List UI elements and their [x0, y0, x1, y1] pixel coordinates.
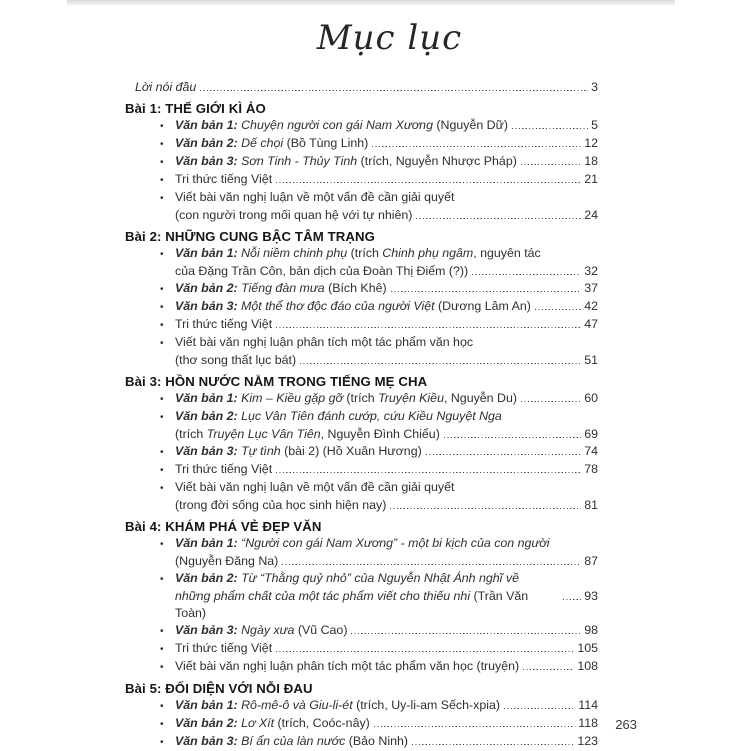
text-segment: Văn bản 3: — [175, 154, 238, 168]
text-segment: Một thể thơ độc đáo của người Việt — [237, 299, 438, 313]
bullet-icon: • — [160, 737, 164, 748]
text-segment: Từ “Thằng quỷ nhỏ” của Nguyễn Nhật Ánh nghĩ về — [237, 571, 519, 585]
section-header: Bài 1: THẾ GIỚI KÌ ẢO — [125, 101, 266, 116]
entry-text — [175, 622, 347, 639]
entry-text — [175, 588, 559, 622]
page-number: 123 — [577, 734, 598, 748]
dot-leader — [276, 327, 581, 328]
text-segment: (trích — [346, 391, 379, 405]
entry-text — [175, 207, 412, 224]
page-number: 108 — [577, 659, 598, 673]
page-number: 24 — [584, 208, 598, 222]
text-segment: Tri thức tiếng Việt — [175, 641, 273, 655]
text-segment: (trích, Uy-li-am Sếch-xpia) — [356, 698, 500, 712]
entry-text — [175, 715, 370, 732]
text-segment: Viết bài văn nghị luận phân tích một tác phẩm văn học (truyện) — [175, 659, 520, 673]
bullet-icon: • — [160, 719, 164, 730]
text-segment: (trích, Coóc-nây) — [277, 716, 370, 730]
toc — [125, 79, 598, 751]
toc-item-line — [125, 207, 598, 224]
text-segment: (Nguyễn Dữ) — [436, 118, 509, 132]
entry-text — [175, 298, 531, 315]
text-segment: Lơ Xít — [237, 716, 278, 730]
toc-item-line — [125, 298, 598, 316]
toc-item-line — [125, 697, 598, 715]
bullet-icon: • — [160, 302, 164, 313]
dot-leader — [504, 708, 575, 709]
entry-text — [175, 334, 473, 351]
text-segment: Viết bài văn nghị luận về một vấn đề cần giải quyết — [175, 190, 455, 204]
page-number: 21 — [584, 172, 598, 186]
bullet-icon: • — [160, 121, 164, 132]
text-segment: (trích — [175, 427, 207, 441]
page-number: 32 — [584, 264, 598, 278]
bullet-icon: • — [160, 394, 164, 405]
bullet-icon: • — [160, 447, 164, 458]
entry-text — [175, 171, 272, 188]
section-header: Bài 3: HỒN NƯỚC NẰM TRONG TIẾNG MẸ CHA — [125, 374, 428, 389]
toc-item-line — [125, 622, 598, 640]
toc-item-line — [125, 715, 598, 733]
bullet-icon: • — [160, 574, 164, 585]
text-segment: Truyện Kiều — [378, 391, 444, 405]
dot-leader — [300, 363, 581, 364]
entry-text — [175, 640, 272, 657]
dot-leader — [412, 744, 574, 745]
toc-item-line — [125, 390, 598, 408]
toc-item-line — [125, 245, 598, 263]
text-segment: (bài 2) (Hồ Xuân Hương) — [284, 444, 422, 458]
text-segment: Văn bản 1: — [175, 391, 238, 405]
dot-leader — [521, 401, 581, 402]
entry-text — [175, 280, 387, 297]
text-segment: Dế chọi — [237, 136, 287, 150]
text-segment: (trích — [350, 246, 383, 260]
text-segment: Nỗi niềm chinh phụ — [237, 246, 351, 260]
text-segment: Ngày xưa — [237, 623, 298, 637]
dot-leader — [523, 669, 574, 670]
entry-text — [175, 570, 519, 587]
text-segment: Tiếng đàn mưa — [237, 281, 329, 295]
text-segment: , Nguyễn Du) — [443, 391, 517, 405]
text-segment: (trong đời sống của học sinh hiện nay) — [175, 498, 387, 512]
entry-text — [175, 316, 272, 333]
dot-leader — [200, 90, 588, 91]
text-segment: Văn bản 3: — [175, 299, 238, 313]
page-number: 78 — [584, 462, 598, 476]
toc-item-line — [125, 316, 598, 334]
page-top-edge — [67, 0, 675, 5]
toc-item-line — [125, 135, 598, 153]
bullet-icon: • — [160, 662, 164, 673]
page-number: 51 — [584, 353, 598, 367]
page-number: 5 — [591, 118, 598, 132]
toc-item-line — [125, 153, 598, 171]
text-segment: (Nguyễn Đăng Na) — [175, 554, 279, 568]
toc-item-line — [125, 640, 598, 658]
text-segment: Văn bản 1: — [175, 536, 238, 550]
toc-item-line — [125, 263, 598, 280]
text-segment: , Nguyễn Đình Chiểu) — [320, 427, 440, 441]
bullet-icon: • — [160, 284, 164, 295]
dot-leader — [512, 128, 588, 129]
toc-item-line — [125, 352, 598, 369]
toc-item-line — [125, 280, 598, 298]
text-segment: Văn bản 1: — [175, 246, 238, 260]
page-number: 3 — [591, 80, 598, 94]
entry-text — [175, 189, 454, 206]
page-number: 105 — [577, 641, 598, 655]
dot-leader — [276, 472, 581, 473]
dot-leader — [282, 564, 581, 565]
dot-leader — [374, 726, 575, 727]
text-segment: Văn bản 2: — [175, 281, 238, 295]
dot-leader — [444, 437, 581, 438]
bullet-icon: • — [160, 320, 164, 331]
entry-text — [175, 461, 272, 478]
text-segment: Văn bản 2: — [175, 716, 238, 730]
bullet-icon: • — [160, 465, 164, 476]
toc-item-line — [125, 117, 598, 135]
bullet-icon: • — [160, 157, 164, 168]
text-segment: của Đặng Trần Côn, bản dịch của Đoàn Thị Điểm (?)) — [175, 264, 469, 278]
text-segment: Văn bản 3: — [175, 734, 238, 748]
section-header: Bài 2: NHỮNG CUNG BẬC TÂM TRẠNG — [125, 229, 375, 244]
bullet-icon: • — [160, 644, 164, 655]
toc-item-line — [125, 426, 598, 443]
text-segment: Kim – Kiều gặp gỡ — [237, 391, 347, 405]
toc-item-line — [125, 189, 598, 207]
dot-leader — [351, 633, 581, 634]
entry-text — [175, 535, 550, 552]
text-segment: Văn bản 3: — [175, 623, 238, 637]
page-number: 74 — [584, 444, 598, 458]
text-segment: (Bảo Ninh) — [348, 734, 408, 748]
entry-text — [175, 658, 519, 675]
bullet-icon: • — [160, 338, 164, 349]
text-segment: “Người con gái Nam Xương” - một bi kịch của con người — [237, 536, 550, 550]
text-segment: những phẩm chất của một tác phẩm viết cho thiếu nhi — [175, 589, 474, 603]
text-segment: Văn bản 2: — [175, 571, 238, 585]
entry-text — [175, 553, 278, 570]
text-segment: Tri thức tiếng Việt — [175, 172, 273, 186]
text-segment: (Bích Khê) — [328, 281, 387, 295]
text-segment: Viết bài văn nghị luận về một vấn đề cần giải quyết — [175, 480, 455, 494]
text-segment: Sơn Tinh - Thủy Tinh — [237, 154, 361, 168]
page-number: 114 — [578, 698, 598, 712]
entry-text — [175, 153, 517, 170]
text-segment: Văn bản 2: — [175, 409, 238, 423]
toc-item-line — [125, 553, 598, 570]
toc-item-line — [125, 443, 598, 461]
bullet-icon: • — [160, 412, 164, 423]
page-number: 81 — [584, 498, 598, 512]
preface-entry — [125, 79, 598, 96]
entry-text — [175, 733, 408, 750]
entry-text — [175, 479, 454, 496]
bullet-icon: • — [160, 483, 164, 494]
text-segment: (trích, Nguyễn Nhược Pháp) — [360, 154, 517, 168]
toc-item-line — [125, 497, 598, 514]
entry-text — [175, 697, 500, 714]
text-segment: (Trần Văn Toàn) — [175, 589, 532, 620]
text-segment: (Dương Lâm An) — [437, 299, 531, 313]
entry-text — [175, 443, 422, 460]
text-segment: Tri thức tiếng Việt — [175, 462, 273, 476]
entry-text — [175, 117, 508, 134]
dot-leader — [521, 164, 581, 165]
page-number: 18 — [584, 154, 598, 168]
dot-leader — [276, 651, 574, 652]
folio-page-number: 263 — [615, 717, 637, 732]
text-segment: (thơ song thất lục bát) — [175, 353, 297, 367]
bullet-icon: • — [160, 175, 164, 186]
page-number: 98 — [584, 623, 598, 637]
entry-text — [175, 408, 502, 425]
section-header: Bài 5: ĐỐI DIỆN VỚI NỖI ĐAU — [125, 681, 313, 696]
text-segment: Truyện Lục Vân Tiên — [206, 427, 321, 441]
dot-leader — [372, 146, 581, 147]
toc-item-line — [125, 570, 598, 588]
page-title-wrap — [125, 18, 598, 58]
dot-leader — [563, 599, 581, 600]
entry-text — [175, 245, 541, 262]
text-segment: Văn bản 1: — [175, 118, 238, 132]
text-segment: Văn bản 1: — [175, 698, 238, 712]
page-number: 87 — [584, 554, 598, 568]
toc-item-line — [125, 171, 598, 189]
section-header: Bài 4: KHÁM PHÁ VẺ ĐẸP VĂN — [125, 519, 322, 534]
text-segment: Văn bản 3: — [175, 444, 238, 458]
page-number: 60 — [584, 391, 598, 405]
text-segment: Tự tình — [237, 444, 285, 458]
dot-leader — [390, 508, 581, 509]
toc-item-line — [125, 588, 598, 622]
text-segment: Chuyện người con gái Nam Xương — [237, 118, 437, 132]
toc-item-line — [125, 408, 598, 426]
toc-item-line — [125, 733, 598, 751]
dot-leader — [426, 454, 581, 455]
bullet-icon: • — [160, 626, 164, 637]
text-segment: Lục Vân Tiên đánh cướp, cứu Kiều Nguyệt Nga — [237, 409, 502, 423]
text-segment: (con người trong mối quan hệ với tự nhiên) — [175, 208, 413, 222]
text-segment: (Vũ Cao) — [297, 623, 348, 637]
entry-text — [135, 79, 196, 96]
page-number: 93 — [584, 589, 598, 603]
bullet-icon: • — [160, 139, 164, 150]
toc-item-line — [125, 658, 598, 676]
bullet-icon: • — [160, 193, 164, 204]
entry-text — [175, 135, 368, 152]
entry-text — [175, 352, 296, 369]
toc-item-line — [125, 461, 598, 479]
text-segment: Lời nói đầu — [135, 80, 197, 94]
dot-leader — [472, 274, 581, 275]
dot-leader — [416, 218, 581, 219]
dot-leader — [391, 291, 582, 292]
bullet-icon: • — [160, 701, 164, 712]
toc-item-line — [125, 535, 598, 553]
page-number: 42 — [584, 299, 598, 313]
text-segment: Tri thức tiếng Việt — [175, 317, 273, 331]
bullet-icon: • — [160, 249, 164, 260]
page-number: 47 — [584, 317, 598, 331]
page-number: 69 — [584, 427, 598, 441]
text-segment: Bí ẩn của làn nước — [237, 734, 349, 748]
bullet-icon: • — [160, 539, 164, 550]
entry-text — [175, 426, 440, 443]
text-segment: Viết bài văn nghị luận phân tích một tác phẩm văn học — [175, 335, 474, 349]
dot-leader — [276, 182, 581, 183]
text-segment: Rô-mê-ô và Giu-li-ét — [237, 698, 357, 712]
entry-text — [175, 390, 517, 407]
entry-text — [175, 497, 386, 514]
text-segment: , nguyên tác — [473, 246, 541, 260]
page-number: 12 — [584, 136, 598, 150]
text-segment: Chinh phụ ngâm — [382, 246, 474, 260]
page-number: 118 — [578, 716, 598, 730]
entry-text — [175, 263, 468, 280]
dot-leader — [535, 309, 581, 310]
toc-item-line — [125, 334, 598, 352]
text-segment: Văn bản 2: — [175, 136, 238, 150]
text-segment: (Bồ Tùng Linh) — [286, 136, 369, 150]
page-number: 37 — [584, 281, 598, 295]
page-title: Mục lục — [316, 18, 463, 58]
toc-item-line — [125, 479, 598, 497]
